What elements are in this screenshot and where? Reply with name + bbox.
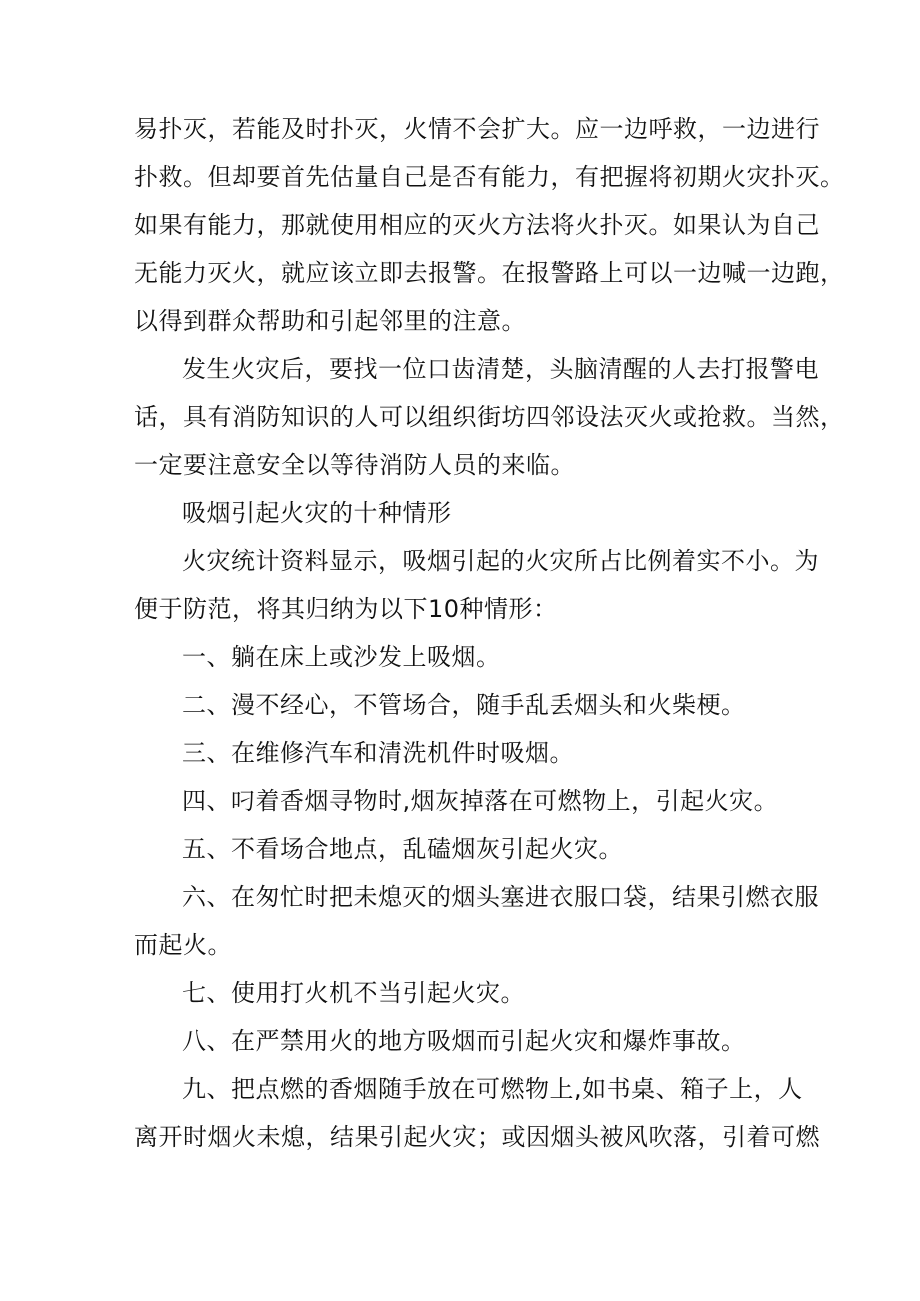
list-item: 四、叼着香烟寻物时,烟灰掉落在可燃物上，引起火灾。	[182, 787, 779, 815]
text-line: 便于防范，将其归纳为以下10种情形：	[134, 595, 558, 623]
text-line: 一定要注意安全以等待消防人员的来临。	[134, 451, 575, 479]
list-item: 一、躺在床上或沙发上吸烟。	[182, 643, 501, 671]
list-item: 七、使用打火机不当引起火灾。	[182, 979, 525, 1007]
list-item-continuation: 离开时烟火未熄，结果引起火灾；或因烟头被风吹落，引着可燃	[134, 1123, 820, 1151]
list-item: 二、漫不经心，不管场合，随手乱丢烟头和火柴梗。	[182, 691, 746, 719]
text-line: 无能力灭火，就应该立即去报警。在报警路上可以一边喊一边跑，	[134, 259, 845, 287]
list-item-continuation: 而起火。	[134, 931, 232, 959]
text-line: 火灾统计资料显示，吸烟引起的火灾所占比例着实不小。为	[182, 547, 819, 575]
text-line: 话，具有消防知识的人可以组织街坊四邻设法灭火或抢救。当然，	[134, 403, 845, 431]
text-line: 易扑灭，若能及时扑灭，火情不会扩大。应一边呼救，一边进行	[134, 115, 820, 143]
text-line: 扑救。但却要首先估量自己是否有能力，有把握将初期火灾扑灭。	[134, 163, 845, 191]
text-line: 以得到群众帮助和引起邻里的注意。	[134, 307, 526, 335]
text-line: 如果有能力，那就使用相应的灭火方法将火扑灭。如果认为自己	[134, 211, 820, 239]
section-heading: 吸烟引起火灾的十种情形	[182, 499, 452, 527]
document-body	[134, 105, 845, 1161]
list-item: 六、在匆忙时把未熄灭的烟头塞进衣服口袋，结果引燃衣服	[182, 883, 819, 911]
list-item: 八、在严禁用火的地方吸烟而引起火灾和爆炸事故。	[182, 1027, 746, 1055]
list-item: 三、在维修汽车和清洗机件时吸烟。	[182, 739, 574, 767]
text-line: 发生火灾后，要找一位口齿清楚，头脑清醒的人去打报警电	[182, 355, 819, 383]
list-item: 九、把点燃的香烟随手放在可燃物上,如书桌、箱子上，人	[182, 1075, 803, 1103]
list-item: 五、不看场合地点，乱磕烟灰引起火灾。	[182, 835, 623, 863]
